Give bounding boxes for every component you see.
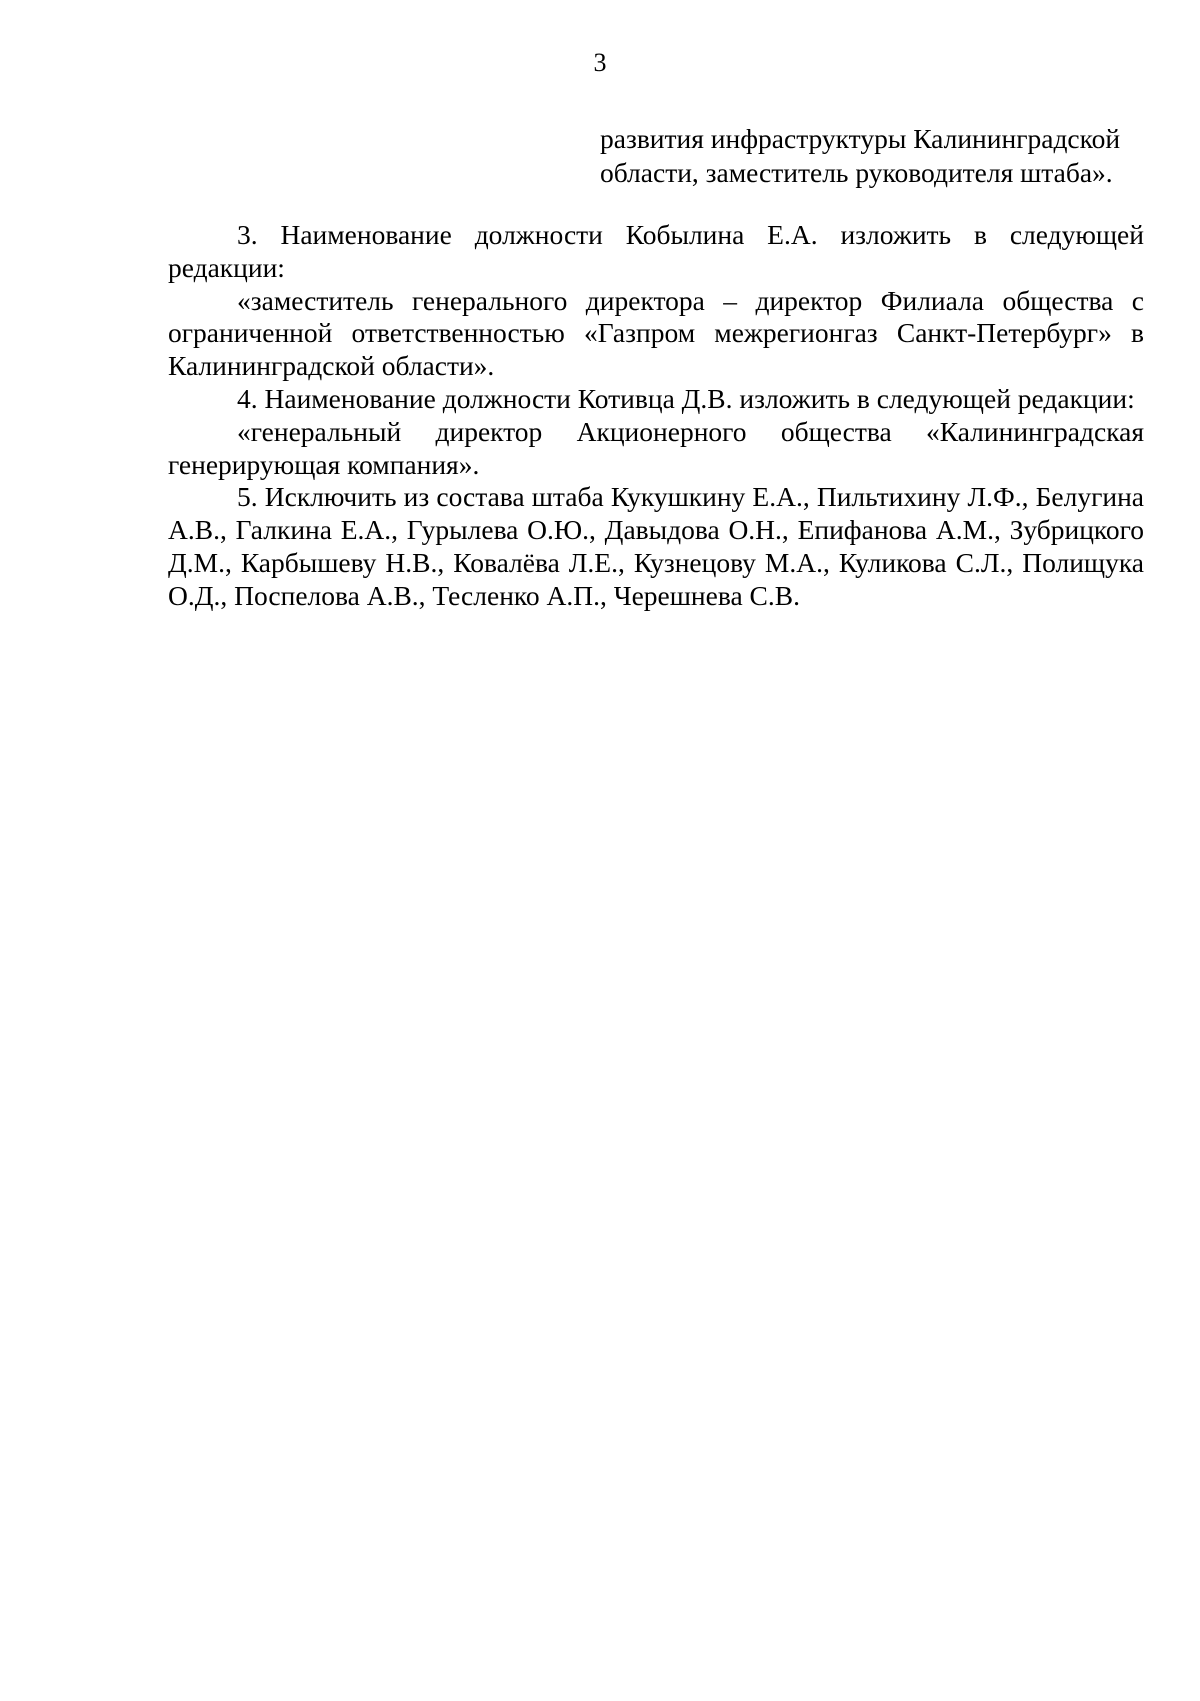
document-body <box>168 219 1144 613</box>
continuation-line: развития инфраструктуры Калининградской <box>600 123 1121 154</box>
paragraph-item-5: 5. Исключить из состава штаба Кукушкину Е.А., Пильтихину Л.Ф., Белугина А.В., Галкина Е.А., Гурылева О.Ю., Давыдова О.Н., Епифанова А.М., Зубрицкого Д.М., Карбышеву Н.В., Ковалёва Л.Е., Кузнецову М.А., Куликова С.Л., Полищука О.Д., Поспелова А.В., Тесленко А.П., Черешнева С.В. <box>168 481 1144 611</box>
paragraph-item-4: 4. Наименование должности Котивца Д.В. изложить в следующей редакции: <box>237 382 1135 414</box>
paragraph-item-3: 3. Наименование должности Кобылина Е.А. изложить в следующей редакции: <box>168 219 1144 283</box>
paragraph-quote: «генеральный директор Акционерного общества «Калининградская генерирующая компания». <box>168 415 1144 480</box>
continuation-block <box>600 122 1120 190</box>
paragraph-quote: «заместитель генерального директора – директор Филиала общества с ограниченной ответственностью «Газпром межрегионгаз Санкт-Петербург» в Калининградской области». <box>168 284 1144 382</box>
continuation-line: области, заместитель руководителя штаба». <box>600 157 1113 188</box>
page-number: 3 <box>593 48 607 77</box>
